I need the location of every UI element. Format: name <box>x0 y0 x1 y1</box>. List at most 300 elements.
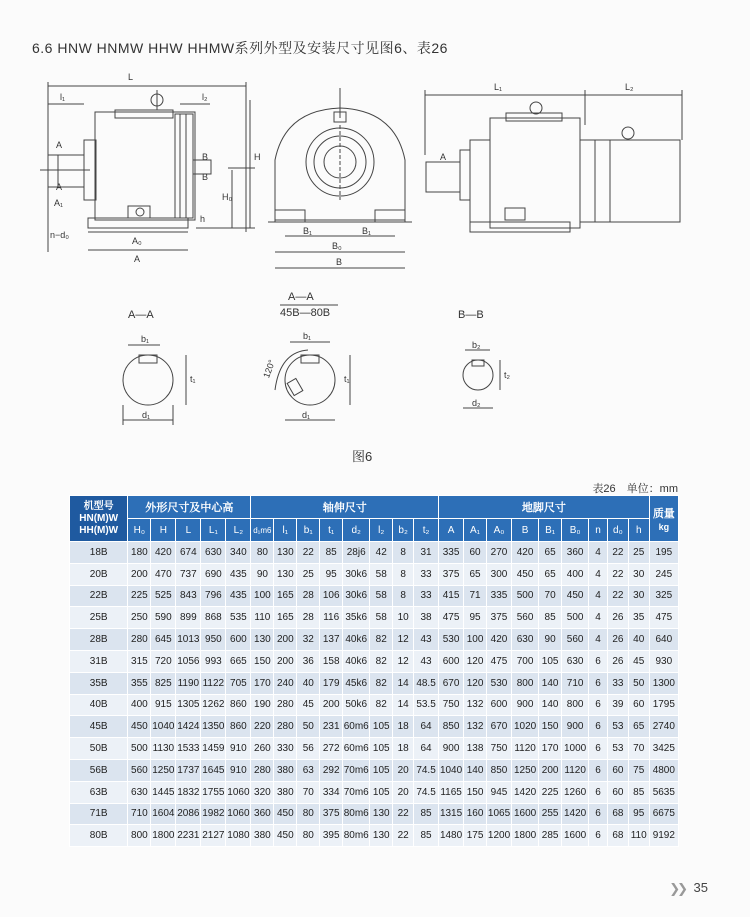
column-header: L <box>176 519 201 542</box>
table-cell: 195 <box>649 542 678 564</box>
table-cell: 2231 <box>176 825 201 847</box>
table-cell: 670 <box>487 716 512 738</box>
column-header: H₀ <box>128 519 151 542</box>
table-cell: 80 <box>251 542 274 564</box>
label-B0: B₀ <box>332 241 342 251</box>
table-cell: 6 <box>589 781 608 803</box>
table-cell: 1300 <box>649 672 678 694</box>
table-cell: 1459 <box>201 738 226 760</box>
table-cell: 705 <box>226 672 251 694</box>
table-cell: 340 <box>226 542 251 564</box>
table-cell: 1420 <box>562 803 589 825</box>
table-cell: 6 <box>589 803 608 825</box>
table-cell: 630 <box>201 542 226 564</box>
table-cell: 665 <box>226 650 251 672</box>
table-cell: 1480 <box>439 825 464 847</box>
column-header: b₁ <box>297 519 320 542</box>
table-cell: 1122 <box>201 672 226 694</box>
table-cell: 600 <box>439 650 464 672</box>
table-cell: 737 <box>176 563 201 585</box>
table-cell: 10 <box>393 607 414 629</box>
table-row <box>70 825 679 847</box>
table-cell: 280 <box>128 629 151 651</box>
section-title: 6.6 HNW HNMW HHW HHMW系列外型及安装尺寸见图6、表26 <box>32 40 448 56</box>
table-cell: 270 <box>487 542 512 564</box>
table-cell: 280 <box>251 759 274 781</box>
table-cell: 450 <box>562 585 589 607</box>
table-cell: 375 <box>487 607 512 629</box>
table-cell: 250 <box>128 607 151 629</box>
label-B-side: B <box>336 257 343 267</box>
table-cell: 39 <box>607 694 628 716</box>
section-aa2-title: A—A <box>288 291 314 303</box>
label-B-front2: B <box>202 172 209 182</box>
table-cell: 710 <box>128 803 151 825</box>
label-A1: A₁ <box>54 198 64 208</box>
table-cell: 53 <box>607 716 628 738</box>
table-cell: 60 <box>607 759 628 781</box>
table-cell: 85 <box>628 781 649 803</box>
table-cell: 65 <box>539 542 562 564</box>
table-cell: 255 <box>539 803 562 825</box>
column-header: d₂ <box>343 519 370 542</box>
table-cell: 58 <box>370 607 393 629</box>
table-cell: 33 <box>414 585 439 607</box>
table-cell: 1420 <box>512 781 539 803</box>
table-cell: 470 <box>151 563 176 585</box>
table-row <box>70 629 679 651</box>
table-cell: 65 <box>539 563 562 585</box>
model-cell: 71B <box>70 803 128 825</box>
table-cell: 375 <box>439 563 464 585</box>
table-cell: 1424 <box>176 716 201 738</box>
column-header: l₁ <box>274 519 297 542</box>
table-cell: 36 <box>297 650 320 672</box>
motor-view <box>425 90 682 232</box>
table-cell: 50 <box>628 672 649 694</box>
table-cell: 165 <box>274 585 297 607</box>
dimension-table <box>69 495 679 847</box>
group-shaft: 轴伸尺寸 <box>251 496 439 519</box>
table-cell: 71 <box>464 585 487 607</box>
table-cell: 60m6 <box>343 738 370 760</box>
table-cell: 105 <box>370 738 393 760</box>
table-cell: 95 <box>628 803 649 825</box>
table-cell: 1737 <box>176 759 201 781</box>
table-cell: 33 <box>607 672 628 694</box>
table-row <box>70 650 679 672</box>
label-B1b: B₁ <box>362 226 372 236</box>
table-caption: 表26 单位：mm <box>592 483 678 495</box>
table-cell: 80 <box>297 803 320 825</box>
table-cell: 35 <box>628 607 649 629</box>
table-cell: 435 <box>226 563 251 585</box>
model-cell: 80B <box>70 825 128 847</box>
column-header: d₀ <box>607 519 628 542</box>
table-cell: 82 <box>370 650 393 672</box>
chevron-icon: ❯❯ <box>669 881 685 896</box>
section-aa2-subtitle: 45B—80B <box>280 307 331 319</box>
table-cell: 30 <box>628 585 649 607</box>
model-cell: 35B <box>70 672 128 694</box>
table-cell: 1645 <box>201 759 226 781</box>
model-cell: 40B <box>70 694 128 716</box>
table-cell: 600 <box>487 694 512 716</box>
group-outline: 外形尺寸及中心高 <box>128 496 251 519</box>
table-cell: 2740 <box>649 716 678 738</box>
table-cell: 70m6 <box>343 781 370 803</box>
table-cell: 6 <box>589 825 608 847</box>
table-cell: 435 <box>226 585 251 607</box>
table-cell: 5635 <box>649 781 678 803</box>
table-cell: 60 <box>628 694 649 716</box>
table-cell: 14 <box>393 694 414 716</box>
table-cell: 475 <box>439 607 464 629</box>
table-cell: 56 <box>297 738 320 760</box>
table-row <box>70 607 679 629</box>
label-L: L <box>128 72 134 82</box>
table-cell: 240 <box>274 672 297 694</box>
table-cell: 80m6 <box>343 803 370 825</box>
table-cell: 530 <box>439 629 464 651</box>
table-cell: 80 <box>297 825 320 847</box>
table-cell: 95 <box>320 563 343 585</box>
column-header: L₂ <box>226 519 251 542</box>
table-row <box>70 716 679 738</box>
table-cell: 179 <box>320 672 343 694</box>
table-cell: 560 <box>128 759 151 781</box>
table-cell: 65 <box>464 563 487 585</box>
table-cell: 6675 <box>649 803 678 825</box>
table-cell: 48.5 <box>414 672 439 694</box>
table-cell: 132 <box>464 716 487 738</box>
table-cell: 900 <box>512 694 539 716</box>
table-cell: 868 <box>201 607 226 629</box>
table-cell: 850 <box>439 716 464 738</box>
table-cell: 35k6 <box>343 607 370 629</box>
table-cell: 225 <box>539 781 562 803</box>
label-H: H <box>254 152 261 162</box>
table-cell: 910 <box>226 738 251 760</box>
table-cell: 50 <box>297 716 320 738</box>
table-cell: 45 <box>628 650 649 672</box>
table-cell: 63 <box>297 759 320 781</box>
table-cell: 292 <box>320 759 343 781</box>
table-cell: 26 <box>607 650 628 672</box>
table-cell: 225 <box>128 585 151 607</box>
table-row <box>70 563 679 585</box>
table-cell: 4800 <box>649 759 678 781</box>
table-row <box>70 738 679 760</box>
table-cell: 1040 <box>151 716 176 738</box>
column-header: A <box>439 519 464 542</box>
table-cell: 6 <box>589 716 608 738</box>
table-cell: 360 <box>562 542 589 564</box>
column-header: l₂ <box>370 519 393 542</box>
label-A-lower: A <box>56 182 63 192</box>
technical-drawing <box>0 60 750 480</box>
table-cell: 600 <box>226 629 251 651</box>
page-number: 35 <box>693 880 708 895</box>
figure-caption: 图6 <box>352 449 373 464</box>
table-cell: 90 <box>539 629 562 651</box>
table-cell: 8 <box>393 585 414 607</box>
section-aa <box>123 345 186 425</box>
table-cell: 22 <box>607 542 628 564</box>
model-cell: 63B <box>70 781 128 803</box>
table-cell: 330 <box>274 738 297 760</box>
label-H0: H₀ <box>222 192 233 202</box>
table-cell: 200 <box>539 759 562 781</box>
table-cell: 1000 <box>562 738 589 760</box>
table-cell: 945 <box>487 781 512 803</box>
table-cell: 165 <box>274 607 297 629</box>
table-cell: 190 <box>251 694 274 716</box>
table-cell: 75 <box>628 759 649 781</box>
model-cell: 22B <box>70 585 128 607</box>
label-A: A <box>56 140 63 150</box>
table-cell: 860 <box>226 716 251 738</box>
table-cell: 60 <box>607 781 628 803</box>
table-cell: 400 <box>128 694 151 716</box>
table-cell: 380 <box>251 825 274 847</box>
model-cell: 50B <box>70 738 128 760</box>
table-cell: 930 <box>649 650 678 672</box>
section-bb-title: B—B <box>458 309 484 321</box>
table-cell: 1056 <box>176 650 201 672</box>
table-cell: 420 <box>487 629 512 651</box>
table-cell: 30k6 <box>343 563 370 585</box>
table-cell: 700 <box>512 650 539 672</box>
table-cell: 843 <box>176 585 201 607</box>
aa2-t1: t₁ <box>344 374 350 384</box>
table-cell: 1120 <box>562 759 589 781</box>
table-cell: 1533 <box>176 738 201 760</box>
table-cell: 28 <box>297 607 320 629</box>
aa2-angle: 120° <box>261 358 278 380</box>
table-cell: 175 <box>464 825 487 847</box>
table-cell: 18 <box>393 716 414 738</box>
table-cell: 899 <box>176 607 201 629</box>
table-cell: 58 <box>370 563 393 585</box>
table-cell: 90 <box>251 563 274 585</box>
table-cell: 500 <box>512 585 539 607</box>
table-cell: 420 <box>151 542 176 564</box>
table-cell: 630 <box>128 781 151 803</box>
group-mass: 质量 kg <box>649 496 678 542</box>
table-cell: 535 <box>226 607 251 629</box>
table-cell: 85 <box>414 803 439 825</box>
table-cell: 500 <box>128 738 151 760</box>
table-cell: 800 <box>512 672 539 694</box>
table-cell: 33 <box>414 563 439 585</box>
table-cell: 355 <box>128 672 151 694</box>
table-cell: 645 <box>151 629 176 651</box>
table-cell: 900 <box>562 716 589 738</box>
table-cell: 720 <box>151 650 176 672</box>
table-cell: 105 <box>539 650 562 672</box>
table-cell: 1200 <box>487 825 512 847</box>
table-cell: 180 <box>128 542 151 564</box>
table-cell: 860 <box>226 694 251 716</box>
model-header: 机型号 HN(M)W HH(M)W <box>70 496 128 542</box>
model-cell: 25B <box>70 607 128 629</box>
table-cell: 25 <box>628 542 649 564</box>
table-cell: 400 <box>562 563 589 585</box>
figure-drawings <box>0 60 750 480</box>
table-cell: 525 <box>151 585 176 607</box>
table-cell: 82 <box>370 629 393 651</box>
table-cell: 4 <box>589 563 608 585</box>
table-cell: 22 <box>297 542 320 564</box>
table-cell: 1305 <box>176 694 201 716</box>
table-cell: 2086 <box>176 803 201 825</box>
table-cell: 120 <box>464 672 487 694</box>
table-cell: 160 <box>464 803 487 825</box>
label-B1a: B₁ <box>303 226 313 236</box>
table-cell: 53 <box>607 738 628 760</box>
table-cell: 1350 <box>201 716 226 738</box>
table-cell: 285 <box>539 825 562 847</box>
table-cell: 170 <box>539 738 562 760</box>
table-cell: 105 <box>370 716 393 738</box>
table-cell: 1800 <box>151 825 176 847</box>
table-cell: 560 <box>512 607 539 629</box>
label-h: h <box>200 214 206 224</box>
table-cell: 200 <box>320 694 343 716</box>
table-cell: 674 <box>176 542 201 564</box>
aa2-b1: b₁ <box>303 331 312 341</box>
section-aa2 <box>275 342 350 420</box>
table-cell: 74.5 <box>414 759 439 781</box>
table-cell: 150 <box>464 781 487 803</box>
table-cell: 150 <box>539 716 562 738</box>
table-cell: 950 <box>201 629 226 651</box>
table-cell: 100 <box>251 585 274 607</box>
table-cell: 43 <box>414 629 439 651</box>
table-cell: 2127 <box>201 825 226 847</box>
table-row <box>70 759 679 781</box>
column-header: n <box>589 519 608 542</box>
table-cell: 315 <box>128 650 151 672</box>
table-cell: 1013 <box>176 629 201 651</box>
bb-b2: b₂ <box>472 340 481 350</box>
table-cell: 22 <box>607 585 628 607</box>
table-cell: 200 <box>274 629 297 651</box>
table-cell: 630 <box>562 650 589 672</box>
column-header: b₂ <box>393 519 414 542</box>
table-cell: 272 <box>320 738 343 760</box>
column-header: B <box>512 519 539 542</box>
table-cell: 45 <box>297 694 320 716</box>
table-cell: 28 <box>297 585 320 607</box>
table-cell: 22 <box>393 803 414 825</box>
table-cell: 74.5 <box>414 781 439 803</box>
table-cell: 137 <box>320 629 343 651</box>
table-cell: 910 <box>226 759 251 781</box>
label-A-bottom: A <box>134 254 141 264</box>
table-cell: 450 <box>128 716 151 738</box>
table-cell: 70 <box>539 585 562 607</box>
table-cell: 60m6 <box>343 716 370 738</box>
table-cell: 450 <box>512 563 539 585</box>
table-cell: 420 <box>512 542 539 564</box>
column-header: d₁m6 <box>251 519 274 542</box>
table-cell: 1190 <box>176 672 201 694</box>
table-cell: 320 <box>251 781 274 803</box>
table-cell: 395 <box>320 825 343 847</box>
table-cell: 64 <box>414 716 439 738</box>
aa-d1: d₁ <box>142 410 151 420</box>
table-cell: 25 <box>297 563 320 585</box>
table-cell: 68 <box>607 825 628 847</box>
table-cell: 335 <box>487 585 512 607</box>
table-cell: 1795 <box>649 694 678 716</box>
table-cell: 110 <box>251 607 274 629</box>
table-cell: 4 <box>589 629 608 651</box>
table-cell: 335 <box>439 542 464 564</box>
table-cell: 95 <box>464 607 487 629</box>
front-view <box>40 82 255 252</box>
table-cell: 6 <box>589 672 608 694</box>
table-cell: 245 <box>649 563 678 585</box>
table-cell: 280 <box>274 694 297 716</box>
table-cell: 1060 <box>226 803 251 825</box>
table-cell: 100 <box>464 629 487 651</box>
table-cell: 14 <box>393 672 414 694</box>
table-cell: 1832 <box>176 781 201 803</box>
table-cell: 150 <box>251 650 274 672</box>
table-cell: 334 <box>320 781 343 803</box>
table-cell: 64 <box>414 738 439 760</box>
table-cell: 690 <box>201 563 226 585</box>
table-cell: 6 <box>589 738 608 760</box>
table-cell: 630 <box>512 629 539 651</box>
table-cell: 9192 <box>649 825 678 847</box>
table-cell: 1165 <box>439 781 464 803</box>
table-cell: 105 <box>370 759 393 781</box>
table-cell: 375 <box>320 803 343 825</box>
table-cell: 750 <box>487 738 512 760</box>
table-cell: 106 <box>320 585 343 607</box>
table-cell: 70 <box>297 781 320 803</box>
table-cell: 68 <box>607 803 628 825</box>
table-cell: 140 <box>464 759 487 781</box>
model-cell: 31B <box>70 650 128 672</box>
table-cell: 31 <box>414 542 439 564</box>
table-cell: 40k6 <box>343 629 370 651</box>
table-cell: 1604 <box>151 803 176 825</box>
aa-t1: t₁ <box>190 374 196 384</box>
table-cell: 85 <box>320 542 343 564</box>
table-cell: 500 <box>562 607 589 629</box>
table-cell: 8 <box>393 563 414 585</box>
table-cell: 1800 <box>512 825 539 847</box>
table-cell: 110 <box>628 825 649 847</box>
table-cell: 1120 <box>512 738 539 760</box>
table-cell: 1060 <box>226 781 251 803</box>
table-cell: 530 <box>487 672 512 694</box>
table-cell: 360 <box>251 803 274 825</box>
table-cell: 170 <box>251 672 274 694</box>
table-cell: 380 <box>274 781 297 803</box>
table-cell: 1130 <box>151 738 176 760</box>
table-cell: 82 <box>370 694 393 716</box>
table-cell: 18 <box>393 738 414 760</box>
bb-d2: d₂ <box>472 398 481 408</box>
table-cell: 220 <box>251 716 274 738</box>
section-aa-title: A—A <box>128 309 154 321</box>
